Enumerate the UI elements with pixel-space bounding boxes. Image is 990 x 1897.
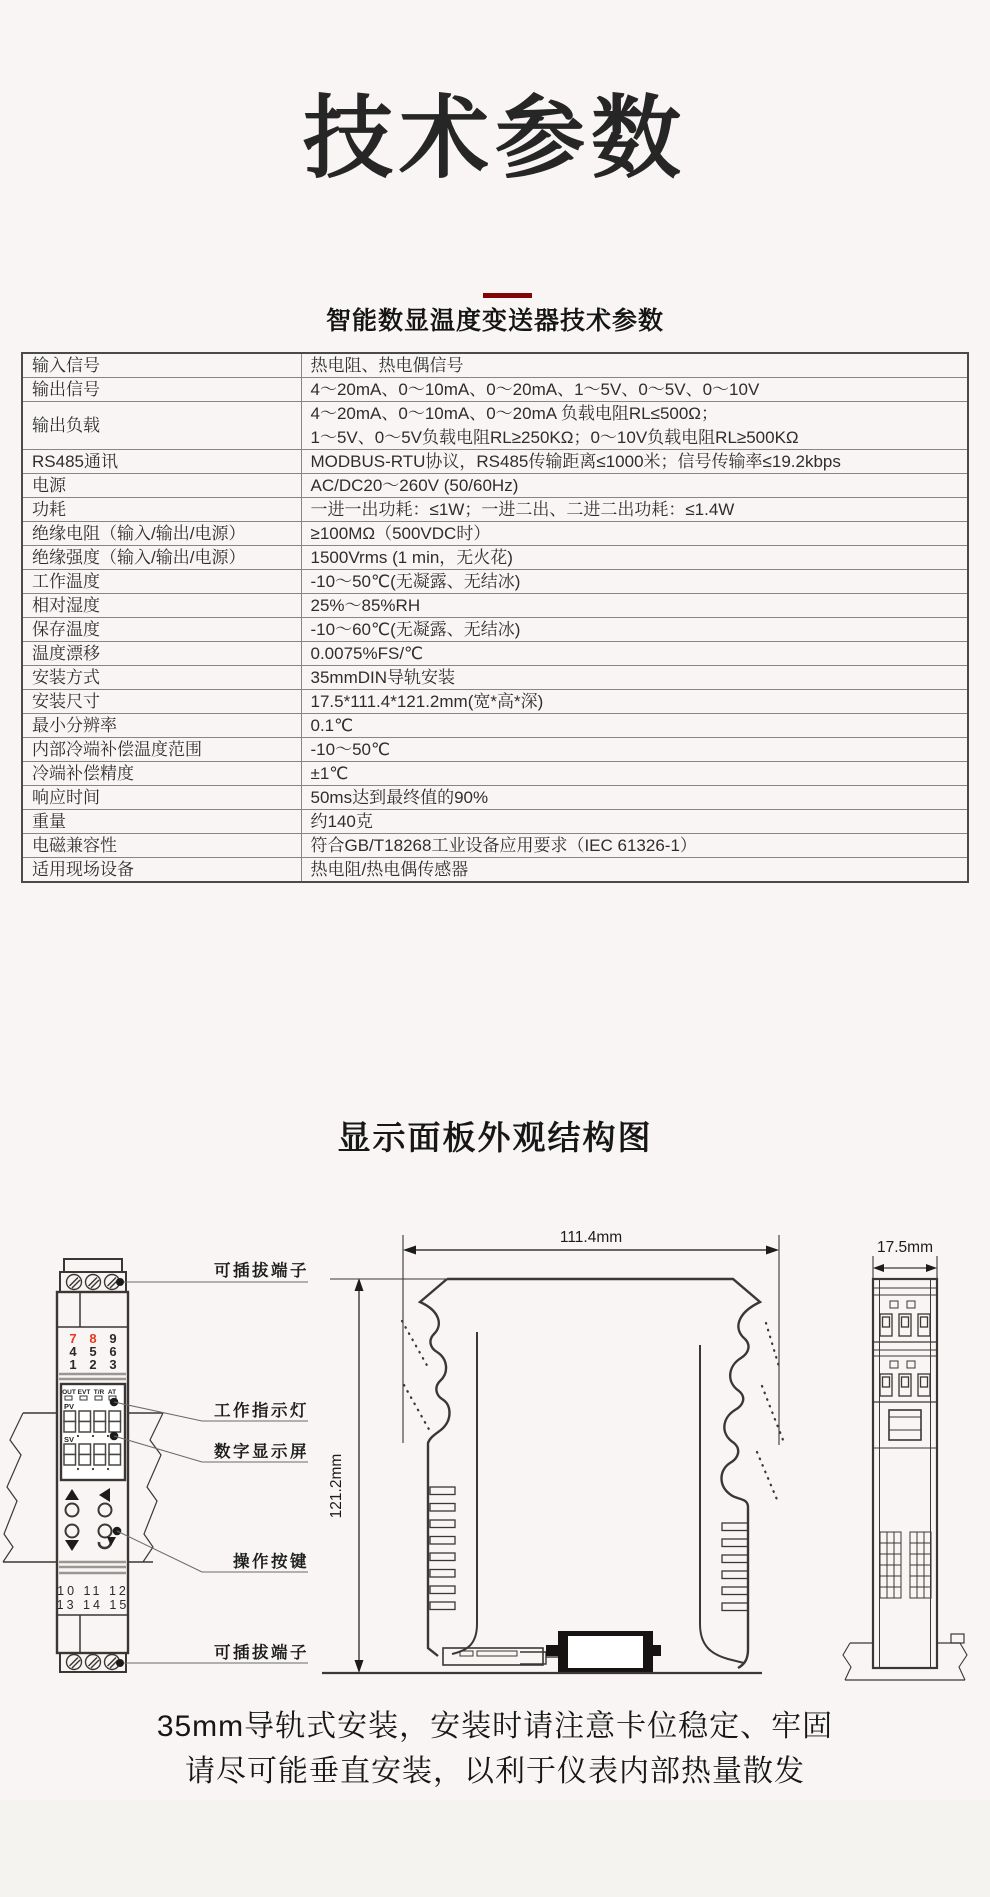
vent-slots-left <box>430 1487 455 1610</box>
spec-value: ±1℃ <box>301 762 968 786</box>
separator-bars-top <box>59 1374 126 1379</box>
diagram-section-title: 显示面板外观结构图 <box>337 1119 653 1156</box>
operation-buttons <box>65 1488 121 1551</box>
dimension-height-label: 121.2mm <box>328 1453 345 1519</box>
title-accent-dash <box>483 293 532 298</box>
spec-label: 输出信号 <box>22 378 301 402</box>
spec-value: 0.1℃ <box>301 714 968 738</box>
spec-label: 电磁兼容性 <box>22 834 301 858</box>
spec-label: 响应时间 <box>22 786 301 810</box>
left-arrow-icon <box>99 1488 110 1502</box>
terminal-6: 6 <box>109 1344 117 1359</box>
terminal-number-grid <box>69 1331 116 1372</box>
spec-label: 最小分辨率 <box>22 714 301 738</box>
spec-label: 输入信号 <box>22 353 301 378</box>
callout-dot <box>116 1278 124 1286</box>
dimension-depth-lines <box>873 1256 937 1279</box>
spec-value: 4～20mA、0～10mA、0～20mA、1～5V、0～5V、0～10V <box>301 378 968 402</box>
din-rail-break-right <box>128 1413 163 1562</box>
set-button <box>99 1525 112 1538</box>
table-row <box>22 618 968 642</box>
status-label-out: OUT <box>62 1389 76 1396</box>
spec-value: 50ms达到最终值的90% <box>301 786 968 810</box>
spec-value: 25%～85%RH <box>301 594 968 618</box>
spec-label: RS485通讯 <box>22 450 301 474</box>
callout-labels <box>214 1260 309 1662</box>
spec-label: 绝缘强度（输入/输出/电源） <box>22 546 301 570</box>
terminal-2: 2 <box>89 1357 97 1372</box>
down-arrow-icon <box>65 1540 79 1551</box>
vent-slots-right <box>722 1523 748 1611</box>
terminal-4: 4 <box>69 1344 77 1359</box>
installation-note-line1: 35mm导轨式安装，安装时请注意卡位稳定、牢固 <box>156 1710 834 1743</box>
table-row <box>22 738 968 762</box>
spec-value: 约140克 <box>301 810 968 834</box>
spec-label: 安装尺寸 <box>22 690 301 714</box>
rail-latch <box>889 1410 921 1440</box>
dotted-lines <box>402 1321 783 1502</box>
terminal-8: 8 <box>89 1331 97 1346</box>
status-label-evt: EVT <box>77 1389 91 1396</box>
spec-value: 符合GB/T18268工业设备应用要求（IEC 61326-1） <box>301 834 968 858</box>
spec-label: 温度漂移 <box>22 642 301 666</box>
installation-note-line2: 请尽可能垂直安装，以利于仪表内部热量散发 <box>185 1755 805 1788</box>
terminal-5: 5 <box>89 1344 97 1359</box>
dimension-depth-label: 17.5mm <box>877 1239 933 1256</box>
spec-label: 绝缘电阻（输入/输出/电源） <box>22 522 301 546</box>
up-button <box>66 1504 79 1517</box>
table-row <box>22 666 968 690</box>
spec-value: -10～60℃(无凝露、无结冰) <box>301 618 968 642</box>
spec-label: 保存温度 <box>22 618 301 642</box>
spec-label: 功耗 <box>22 498 301 522</box>
spec-value: 4～20mA、0～10mA、0～20mA 负载电阻RL≤500Ω； 1～5V、0～5V负载电阻RL≥250KΩ；0～10V负载电阻RL≥500KΩ <box>301 402 968 450</box>
table-row <box>22 474 968 498</box>
spec-value: -10～50℃ <box>301 738 968 762</box>
dimension-width-lines <box>403 1235 779 1445</box>
dimension-width-label: 111.4mm <box>559 1229 623 1246</box>
status-label-tr: T/R <box>93 1389 105 1396</box>
return-arrow-icon <box>99 1542 111 1548</box>
table-row <box>22 810 968 834</box>
din-rail-break-left <box>3 1413 57 1562</box>
table-row <box>22 450 968 474</box>
spec-table-title: 智能数显温度变送器技术参数 <box>325 307 664 335</box>
terminal-3: 3 <box>109 1357 117 1372</box>
table-row <box>22 690 968 714</box>
table-row <box>22 834 968 858</box>
dimension-height-lines <box>330 1278 447 1673</box>
table-row <box>22 858 968 883</box>
side-view <box>322 1229 783 1674</box>
table-row <box>22 642 968 666</box>
spec-value: 热电阻、热电偶信号 <box>301 353 968 378</box>
callout-digital-display: 数字显示屏 <box>214 1443 309 1461</box>
svg-text:10 11 12: 10 11 12 <box>57 1584 129 1598</box>
pv-label: PV <box>64 1402 75 1411</box>
spec-table <box>21 352 969 883</box>
spec-value: AC/DC20～260V (50/60Hz) <box>301 474 968 498</box>
spec-value: 热电阻/热电偶传感器 <box>301 858 968 883</box>
svg-text:13 14 15: 13 14 15 <box>56 1598 130 1612</box>
terminal-9: 9 <box>109 1331 117 1346</box>
digital-display-panel <box>61 1384 125 1480</box>
spec-label: 适用现场设备 <box>22 858 301 883</box>
status-label-at: AT <box>107 1389 117 1396</box>
bottom-terminal-numbers <box>57 1584 130 1612</box>
table-row <box>22 594 968 618</box>
spec-label: 重量 <box>22 810 301 834</box>
spec-label: 输出负载 <box>22 402 301 450</box>
installation-note <box>0 1704 990 1794</box>
table-row <box>22 786 968 810</box>
table-row <box>22 353 968 378</box>
spec-value: 1500Vrms (1 min，无火花) <box>301 546 968 570</box>
top-terminal-block <box>60 1259 126 1292</box>
end-view-body <box>873 1279 937 1668</box>
front-view <box>3 1259 163 1672</box>
table-row <box>22 522 968 546</box>
terminal-1: 1 <box>69 1357 77 1372</box>
spec-value: ≥100MΩ（500VDC时） <box>301 522 968 546</box>
table-row <box>22 714 968 738</box>
callout-pluggable-terminal-bottom: 可插拔端子 <box>214 1644 309 1662</box>
table-row <box>22 378 968 402</box>
din-clip <box>443 1648 558 1665</box>
table-row <box>22 570 968 594</box>
spec-label: 电源 <box>22 474 301 498</box>
table-row <box>22 546 968 570</box>
spec-value: 0.0075%FS/℃ <box>301 642 968 666</box>
spec-label: 相对湿度 <box>22 594 301 618</box>
din-rail-side <box>843 1634 967 1680</box>
page-title: 技术参数 <box>303 89 687 189</box>
separator-bars-bottom <box>59 1562 126 1573</box>
spec-value: 35mmDIN导轨安装 <box>301 666 968 690</box>
table-row <box>22 762 968 786</box>
table-row <box>22 402 968 450</box>
spec-value: MODBUS-RTU协议，RS485传输距离≤1000米；信号传输率≤19.2kbps <box>301 450 968 474</box>
callout-indicator-light: 工作指示灯 <box>214 1402 309 1420</box>
callout-lines <box>114 1282 308 1663</box>
page-bottom-band <box>0 1800 990 1897</box>
sv-label: SV <box>64 1435 75 1444</box>
terminal-7: 7 <box>69 1331 77 1346</box>
callout-dot <box>116 1659 124 1667</box>
spec-value: 一进一出功耗：≤1W；一进二出、二进二出功耗：≤1.4W <box>301 498 968 522</box>
spec-label: 安装方式 <box>22 666 301 690</box>
callout-operation-buttons: 操作按键 <box>233 1553 309 1571</box>
spec-value: 17.5*111.4*121.2mm(宽*高*深) <box>301 690 968 714</box>
end-view <box>843 1239 967 1680</box>
spec-label: 工作温度 <box>22 570 301 594</box>
din-rail-cross-section <box>546 1631 661 1674</box>
down-button <box>66 1525 79 1538</box>
left-button <box>99 1504 112 1517</box>
panel-structure-diagram <box>0 1190 990 1700</box>
up-arrow-icon <box>65 1489 79 1500</box>
callout-pluggable-terminal-top: 可插拔端子 <box>214 1262 309 1280</box>
bottom-terminal-block <box>60 1653 126 1672</box>
table-row <box>22 498 968 522</box>
spec-label: 冷端补偿精度 <box>22 762 301 786</box>
spec-value: -10～50℃(无凝露、无结冰) <box>301 570 968 594</box>
spec-label: 内部冷端补偿温度范围 <box>22 738 301 762</box>
